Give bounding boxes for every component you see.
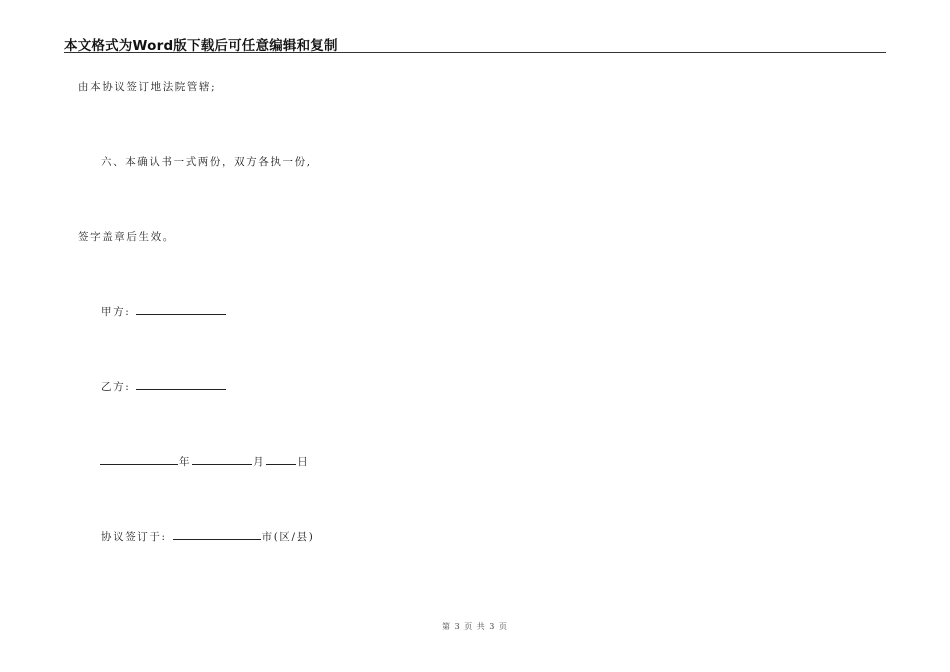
party-b-label: 乙方: xyxy=(101,381,131,393)
signing-city-blank[interactable] xyxy=(173,529,261,540)
day-blank[interactable] xyxy=(266,454,296,465)
signing-place-line xyxy=(101,529,314,544)
party-b-line xyxy=(101,379,227,394)
party-b-signature-blank[interactable] xyxy=(136,379,226,390)
month-blank[interactable] xyxy=(192,454,252,465)
party-a-label: 甲方: xyxy=(101,306,131,318)
clause-effective: 签字盖章后生效。 xyxy=(78,231,175,243)
clause-six: 六、本确认书一式两份，双方各执一份, xyxy=(101,156,312,168)
signed-at-label: 协议签订于: xyxy=(101,531,167,543)
header-title: 本文格式为Word版下载后可任意编辑和复制 xyxy=(64,38,338,54)
party-a-line xyxy=(101,304,227,319)
month-label: 月 xyxy=(253,456,266,468)
page-number: 第 3 页 共 3 页 xyxy=(442,622,508,631)
page-header xyxy=(64,34,886,53)
year-blank[interactable] xyxy=(100,454,178,465)
date-line xyxy=(100,454,309,469)
city-suffix: 市(区/县) xyxy=(261,531,315,543)
day-label: 日 xyxy=(297,456,310,468)
party-a-signature-blank[interactable] xyxy=(136,304,226,315)
year-label: 年 xyxy=(179,456,192,468)
clause-jurisdiction: 由本协议签订地法院管辖; xyxy=(78,81,217,93)
